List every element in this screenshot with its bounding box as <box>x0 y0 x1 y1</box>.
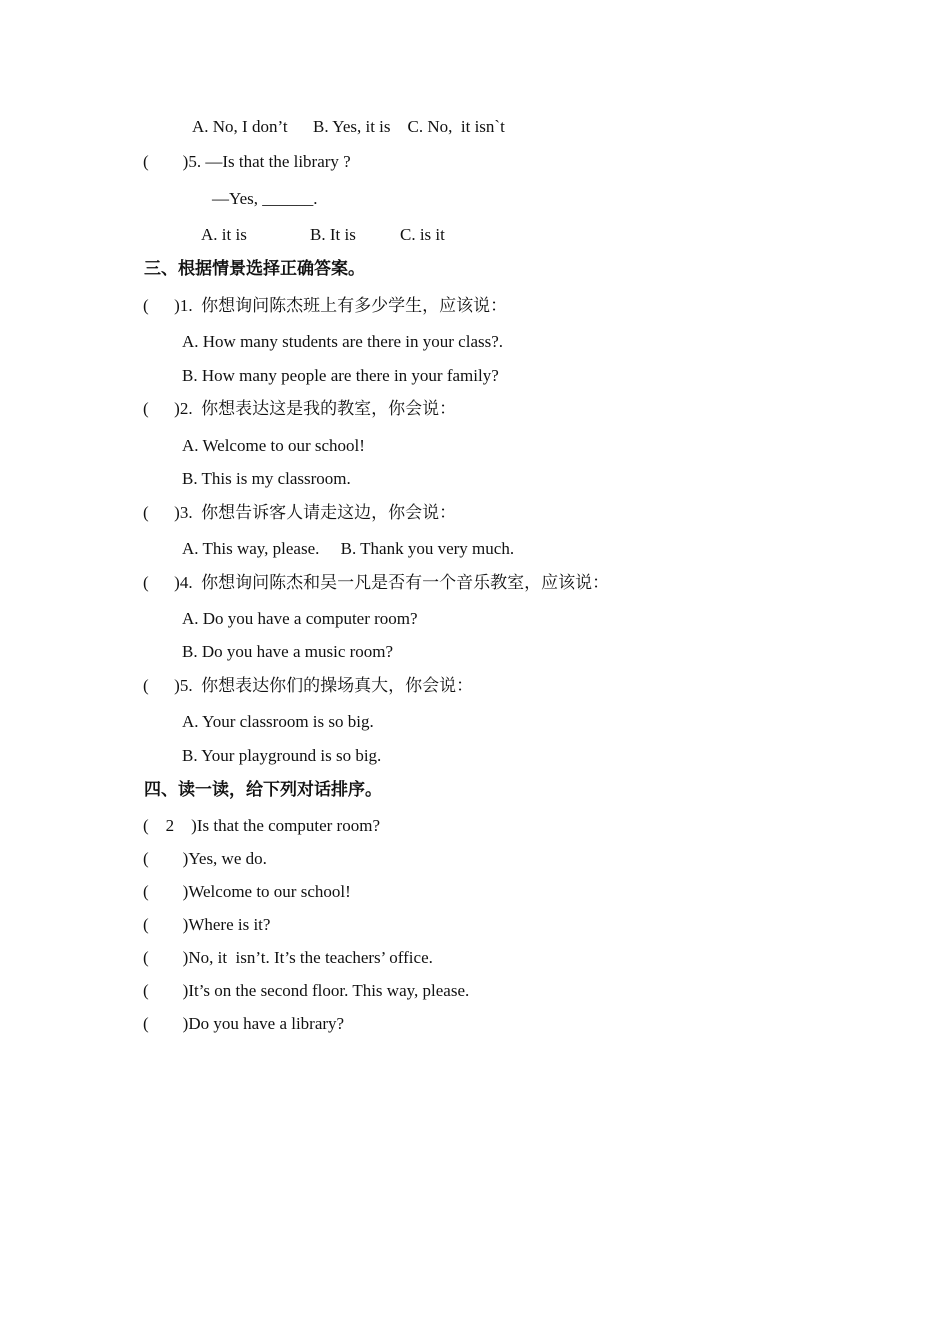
s4-line-5: ( )No, it isn’t. It’s the teachers’ office. <box>143 948 433 967</box>
s3-item3-stem: ( )3. 你想告诉客人请走这边，你会说： <box>143 503 457 522</box>
s3-item2-stem: ( )2. 你想表达这是我的教室，你会说： <box>143 399 457 418</box>
s3-item3-options: A. This way, please. B. Thank you very much. <box>182 539 515 558</box>
section4-heading: 四、读一读，给下列对话排序。 <box>144 780 382 800</box>
s3-item4-option-a: A. Do you have a computer room? <box>182 609 418 628</box>
s3-item5-option-b: B. Your playground is so big. <box>182 746 382 765</box>
s3-item1-stem: ( )1. 你想询问陈杰班上有多少学生，应该说： <box>143 296 508 315</box>
s3-item1-option-a: A. How many students are there in your class?. <box>182 332 504 351</box>
s3-item4-stem: ( )4. 你想询问陈杰和吴一凡是否有一个音乐教室，应该说： <box>143 573 610 592</box>
s3-item2-option-b: B. This is my classroom. <box>182 469 351 488</box>
s4-line-2: ( )Yes, we do. <box>143 849 267 868</box>
s4-line-4: ( )Where is it? <box>143 915 271 934</box>
section3-heading: 三、根据情景选择正确答案。 <box>144 259 365 279</box>
s3-item1-option-b: B. How many people are there in your family? <box>182 366 499 385</box>
s3-item2-option-a: A. Welcome to our school! <box>182 436 365 455</box>
s4-line-7: ( )Do you have a library? <box>143 1014 345 1033</box>
s3-item5-option-a: A. Your classroom is so big. <box>182 712 374 731</box>
s4-line-1: ( 2 )Is that the computer room? <box>143 816 380 835</box>
s3-item5-stem: ( )5. 你想表达你们的操场真大，你会说： <box>143 676 474 695</box>
q5-option-b: B. It is <box>310 225 356 244</box>
s3-item4-option-b: B. Do you have a music room? <box>182 642 394 661</box>
s4-line-3: ( )Welcome to our school! <box>143 882 351 901</box>
s4-line-6: ( )It’s on the second floor. This way, please. <box>143 981 470 1000</box>
q5-option-a: A. it is <box>201 225 247 244</box>
q5-stem: ( )5. —Is that the library ? <box>143 152 351 171</box>
prev-question-options: A. No, I don’t B. Yes, it is C. No, it isn`t <box>192 117 505 136</box>
q5-answer-line: —Yes, ______. <box>212 189 318 208</box>
q5-option-c: C. is it <box>400 225 445 244</box>
